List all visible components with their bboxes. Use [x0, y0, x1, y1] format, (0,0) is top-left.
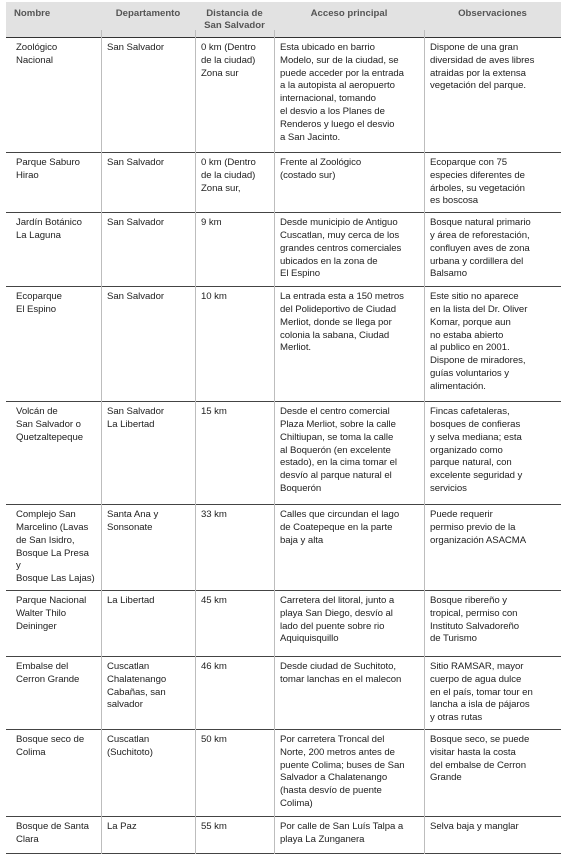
cell-nombre: Zoológico Nacional	[6, 38, 101, 153]
cell-distancia: 45 km	[195, 590, 274, 656]
cell-nombre: Embalse del Cerron Grande	[6, 656, 101, 729]
cell-nombre: Bosque de Santa Clara	[6, 816, 101, 853]
cell-observaciones: Este sitio no aparece en la lista del Dr. Oliver Komar, porque aun no estaba abierto al publico en 2001. Dispone de miradores, guías voluntarios y alimentación.	[424, 287, 561, 402]
header-nombre: Nombre	[6, 2, 101, 38]
cell-departamento: Cuscatlan (Suchitoto)	[101, 729, 195, 816]
cell-departamento: La Libertad	[101, 590, 195, 656]
cell-departamento: Santa Ana y Sonsonate	[101, 505, 195, 591]
cell-distancia: 0 km (Dentro de la ciudad) Zona sur,	[195, 153, 274, 213]
cell-departamento: La Paz	[101, 816, 195, 853]
table-row	[6, 402, 561, 505]
cell-observaciones: Selva baja y manglar	[424, 816, 561, 853]
cell-nombre: Jardín Botánico La Laguna	[6, 213, 101, 287]
header-row	[6, 2, 561, 38]
cell-departamento: San Salvador	[101, 38, 195, 153]
table-row	[6, 590, 561, 656]
cell-acceso: Desde el centro comercial Plaza Merliot, sobre la calle Chiltiupan, se toma la calle al Boquerón (en excelente estado), en la cima tomar el desvío al parque natural el Boquerón	[274, 402, 424, 505]
cell-observaciones: Bosque ribereño y tropical, permiso con Instituto Salvadoreño de Turismo	[424, 590, 561, 656]
cell-observaciones: Sitio RAMSAR, mayor cuerpo de agua dulce en el país, tomar tour en lancha a isla de pájaros y otras rutas	[424, 656, 561, 729]
cell-departamento: San Salvador	[101, 287, 195, 402]
cell-departamento: San Salvador La Libertad	[101, 402, 195, 505]
cell-acceso: Desde municipio de Antiguo Cuscatlan, muy cerca de los grandes centros comerciales ubicados en la zona de El Espino	[274, 213, 424, 287]
cell-distancia: 0 km (Dentro de la ciudad) Zona sur	[195, 38, 274, 153]
cell-departamento: Cuscatlan Chalatenango Cabañas, san salvador	[101, 656, 195, 729]
table-row	[6, 38, 561, 153]
table-header	[6, 2, 561, 38]
cell-observaciones: Fincas cafetaleras, bosques de confieras y selva mediana; esta organizado como parque natural, con excelente seguridad y servicios	[424, 402, 561, 505]
cell-nombre: Ecoparque El Espino	[6, 287, 101, 402]
table-row	[6, 153, 561, 213]
cell-observaciones: Ecoparque con 75 especies diferentes de árboles, su vegetación es boscosa	[424, 153, 561, 213]
cell-distancia: 10 km	[195, 287, 274, 402]
cell-acceso: Calles que circundan el lago de Coatepeque en la parte baja y alta	[274, 505, 424, 591]
cell-observaciones: Dispone de una gran diversidad de aves libres atraidas por la extensa vegetación del parque.	[424, 38, 561, 153]
cell-acceso: Por carretera Troncal del Norte, 200 metros antes de puente Colima; buses de San Salvador a Chalatenango (hasta desvío de puente Colima)	[274, 729, 424, 816]
cell-departamento: San Salvador	[101, 213, 195, 287]
cell-distancia: 15 km	[195, 402, 274, 505]
header-departamento: Departamento	[101, 2, 195, 38]
table-row	[6, 505, 561, 591]
table-row	[6, 656, 561, 729]
parks-table	[6, 2, 561, 854]
cell-acceso: Carretera del litoral, junto a playa San Diego, desvío al lado del puente sobre rio Aquiquisquillo	[274, 590, 424, 656]
cell-nombre: Bosque seco de Colima	[6, 729, 101, 816]
header-distancia: Distancia de San Salvador	[195, 2, 274, 38]
cell-observaciones: Bosque seco, se puede visitar hasta la costa del embalse de Cerron Grande	[424, 729, 561, 816]
cell-distancia: 55 km	[195, 816, 274, 853]
cell-distancia: 9 km	[195, 213, 274, 287]
cell-acceso: Por calle de San Luís Talpa a playa La Zunganera	[274, 816, 424, 853]
cell-acceso: La entrada esta a 150 metros del Polideportivo de Ciudad Merliot, donde se llega por colonia la sabana, Ciudad Merliot.	[274, 287, 424, 402]
cell-nombre: Parque Saburo Hirao	[6, 153, 101, 213]
header-observaciones: Observaciones	[424, 2, 561, 38]
cell-nombre: Complejo San Marcelino (Lavas de San Isidro, Bosque La Presa y Bosque Las Lajas)	[6, 505, 101, 591]
column-divider	[274, 30, 275, 854]
cell-nombre: Parque Nacional Walter Thilo Deininger	[6, 590, 101, 656]
table-row	[6, 816, 561, 853]
cell-departamento: San Salvador	[101, 153, 195, 213]
column-divider	[101, 30, 102, 854]
cell-acceso: Frente al Zoológico (costado sur)	[274, 153, 424, 213]
column-divider	[195, 30, 196, 854]
cell-distancia: 46 km	[195, 656, 274, 729]
cell-acceso: Desde ciudad de Suchitoto, tomar lanchas en el malecon	[274, 656, 424, 729]
table-body	[6, 38, 561, 854]
cell-distancia: 33 km	[195, 505, 274, 591]
header-acceso: Acceso principal	[274, 2, 424, 38]
table-row	[6, 213, 561, 287]
cell-observaciones: Puede requerir permiso previo de la organización ASACMA	[424, 505, 561, 591]
table-row	[6, 287, 561, 402]
column-divider	[424, 30, 425, 854]
cell-acceso: Esta ubicado en barrio Modelo, sur de la ciudad, se puede acceder por la entrada a la autopista al aeropuerto internacional, tomando el desvio a los Planes de Renderos y luego el desvio a San Jacinto.	[274, 38, 424, 153]
table-row	[6, 729, 561, 816]
cell-observaciones: Bosque natural primario y área de reforestación, confluyen aves de zona urbana y cordillera del Balsamo	[424, 213, 561, 287]
cell-distancia: 50 km	[195, 729, 274, 816]
parks-table-container	[6, 2, 561, 854]
cell-nombre: Volcán de San Salvador o Quetzaltepeque	[6, 402, 101, 505]
